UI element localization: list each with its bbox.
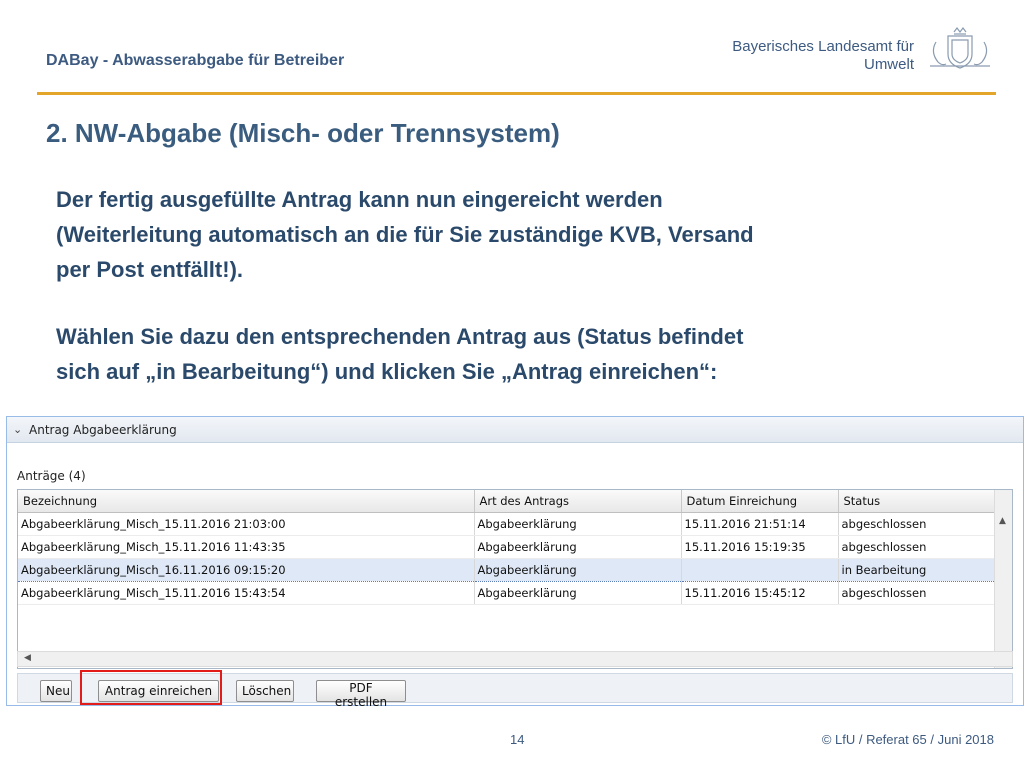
panel-header[interactable] [7,417,1023,443]
table-row[interactable] [18,535,994,558]
cell-datum: 15.11.2016 21:51:14 [681,512,838,535]
organization-name [732,38,914,74]
scroll-up-icon[interactable]: ▲ [999,516,1006,526]
antraege-grid [17,489,1013,669]
column-header-status[interactable]: Status [838,490,994,512]
paragraph-1-line-2: (Weiterleitung automatisch an die für Sie zuständige KVB, Versand [56,222,754,247]
cell-status: in Bearbeitung [838,558,994,581]
table-row[interactable] [18,512,994,535]
paragraph-2-line-2: sich auf „in Bearbeitung“) und klicken Sie „Antrag einreichen“: [56,359,718,384]
footer-copyright: © LfU / Referat 65 / Juni 2018 [821,732,994,747]
antrag-panel [6,416,1024,709]
submit-antrag-button[interactable]: Antrag einreichen [98,680,219,702]
cell-bezeichnung: Abgabeerklärung_Misch_16.11.2016 09:15:20 [18,558,474,581]
paragraph-1-line-1: Der fertig ausgefüllte Antrag kann nun eingereicht werden [56,187,663,212]
paragraph-2-line-1: Wählen Sie dazu den entsprechenden Antrag aus (Status befindet [56,324,744,349]
cell-bezeichnung: Abgabeerklärung_Misch_15.11.2016 15:43:54 [18,581,474,604]
column-header-art[interactable]: Art des Antrags [474,490,681,512]
column-header-bezeichnung[interactable]: Bezeichnung [18,490,474,512]
cell-bezeichnung: Abgabeerklärung_Misch_15.11.2016 21:03:00 [18,512,474,535]
organization-name-line2: Umwelt [863,56,914,73]
table-row-selected[interactable] [18,558,994,581]
page-number: 14 [510,732,525,747]
paragraph-1-line-3: per Post entfällt!). [56,257,244,282]
cell-datum: 15.11.2016 15:19:35 [681,535,838,558]
cell-bezeichnung: Abgabeerklärung_Misch_15.11.2016 11:43:35 [18,535,474,558]
table-header-row [18,490,994,512]
cell-art: Abgabeerklärung [474,558,681,581]
cell-status: abgeschlossen [838,535,994,558]
cell-art: Abgabeerklärung [474,581,681,604]
delete-button[interactable]: Löschen [236,680,294,702]
column-header-datum[interactable]: Datum Einreichung [681,490,838,512]
submit-button-highlight [80,670,222,705]
new-button[interactable]: Neu [40,680,72,702]
slide-title: 2. NW-Abgabe (Misch- oder Trennsystem) [46,118,560,148]
presentation-header-title: DABay - Abwasserabgabe für Betreiber [46,52,345,69]
vertical-scrollbar[interactable] [994,490,1012,668]
organization-name-line1: Bayerisches Landesamt für [732,38,914,55]
cell-status: abgeschlossen [838,512,994,535]
panel-title: Antrag Abgabeerklärung [29,422,177,437]
cell-datum [681,558,838,581]
instruction-paragraph-2 [56,319,976,389]
cell-datum: 15.11.2016 15:45:12 [681,581,838,604]
create-pdf-button[interactable]: PDF erstellen [316,680,406,702]
antraege-table [18,490,995,605]
chevron-down-icon[interactable]: ⌄ [13,423,23,436]
bavarian-coat-of-arms-logo [924,26,996,72]
header-divider [37,92,996,95]
instruction-paragraph-1 [56,182,976,287]
cell-art: Abgabeerklärung [474,512,681,535]
table-row[interactable] [18,581,994,604]
grid-label: Anträge (4) [17,469,86,483]
cell-status: abgeschlossen [838,581,994,604]
cell-art: Abgabeerklärung [474,535,681,558]
horizontal-scrollbar[interactable] [17,651,1013,667]
scroll-left-icon[interactable]: ◀ [24,653,31,663]
